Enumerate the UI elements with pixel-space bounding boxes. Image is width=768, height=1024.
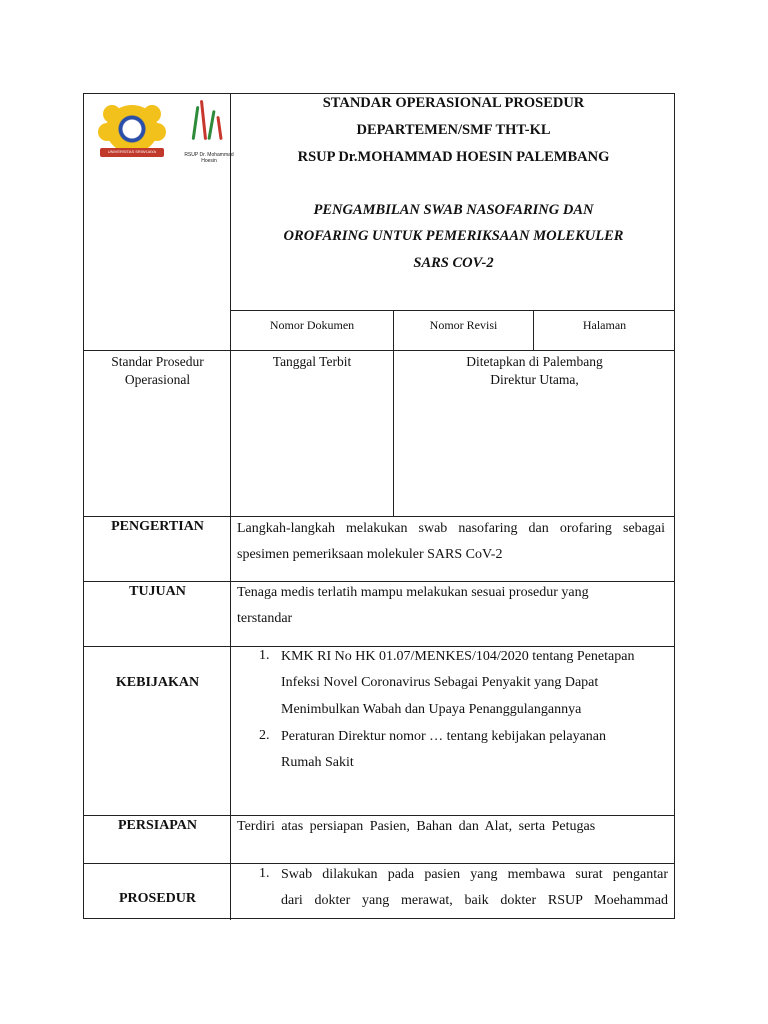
kebijakan-item-1-number: 1.: [259, 648, 270, 663]
sop-title-line-3: SARS COV-2: [413, 255, 494, 271]
row-divider-header: [230, 310, 675, 311]
seal-ribbon-text: UNIVERSITAS SRIWIJAYA: [107, 149, 157, 154]
tujuan-label: TUJUAN: [129, 584, 186, 599]
column-divider-meta-1: [393, 310, 394, 516]
tanggal-terbit-label: Tanggal Terbit: [272, 354, 352, 369]
sop-title-line-1: PENGAMBILAN SWAB NASOFARING DAN: [313, 202, 594, 218]
halaman-label: Halaman: [582, 318, 627, 332]
sop-label-line-2: Operasional: [124, 372, 191, 387]
nomor-dokumen-label: Nomor Dokumen: [269, 318, 355, 332]
ditetapkan-line-2: Direktur Utama,: [490, 372, 579, 387]
kebijakan-item-1-line-2: Infeksi Novel Coronavirus Sebagai Penyakit yang Dapat: [281, 675, 599, 690]
pengertian-text-line-1: Langkah-langkah melakukan swab nasofaring dan orofaring sebagai: [237, 521, 665, 536]
header-line-3: RSUP Dr.MOHAMMAD HOESIN PALEMBANG: [297, 149, 610, 165]
kebijakan-item-2-line-2: Rumah Sakit: [281, 755, 354, 770]
hospital-logo: [180, 98, 236, 164]
prosedur-item-1-line-2: dari dokter yang merawat, baik dokter RSUP Moehammad: [281, 893, 668, 908]
row-divider-meta: [84, 350, 675, 351]
ditetapkan-line-1: Ditetapkan di Palembang: [466, 354, 603, 369]
prosedur-label: PROSEDUR: [118, 891, 196, 906]
hospital-logo-caption: RSUP Dr. Mohammad Hoesin: [184, 152, 234, 164]
tujuan-text-line-2: terstandar: [237, 611, 293, 626]
header-line-2: DEPARTEMEN/SMF THT-KL: [356, 122, 551, 138]
kebijakan-item-1-line-1: KMK RI No HK 01.07/MENKES/104/2020 tentang Penetapan: [281, 649, 635, 664]
persiapan-text-line-1: Terdiri atas persiapan Pasien, Bahan dan Alat, serta Petugas: [237, 819, 596, 834]
persiapan-label: PERSIAPAN: [117, 818, 198, 833]
kebijakan-label: KEBIJAKAN: [115, 675, 200, 690]
nomor-revisi-label: Nomor Revisi: [429, 318, 498, 332]
prosedur-item-1-line-1: Swab dilakukan pada pasien yang membawa surat pengantar: [281, 867, 668, 882]
kebijakan-item-2-number: 2.: [259, 728, 270, 743]
tujuan-text-line-1: Tenaga medis terlatih mampu melakukan sesuai prosedur yang: [237, 585, 589, 600]
prosedur-item-1-number: 1.: [259, 866, 270, 881]
sop-title-line-2: OROFARING UNTUK PEMERIKSAAN MOLEKULER: [283, 228, 624, 244]
kebijakan-item-1-line-3: Menimbulkan Wabah dan Upaya Penanggulangannya: [281, 702, 582, 717]
header-line-1: STANDAR OPERASIONAL PROSEDUR: [322, 95, 585, 111]
pengertian-text-line-2: spesimen pemeriksaan molekuler SARS CoV-2: [237, 547, 503, 562]
kebijakan-item-2-line-1: Peraturan Direktur nomor … tentang kebijakan pelayanan: [281, 729, 606, 744]
university-seal-logo: [94, 101, 170, 161]
sop-table: [83, 93, 675, 919]
pengertian-label: PENGERTIAN: [111, 519, 204, 534]
sop-label-line-1: Standar Prosedur: [111, 354, 204, 369]
